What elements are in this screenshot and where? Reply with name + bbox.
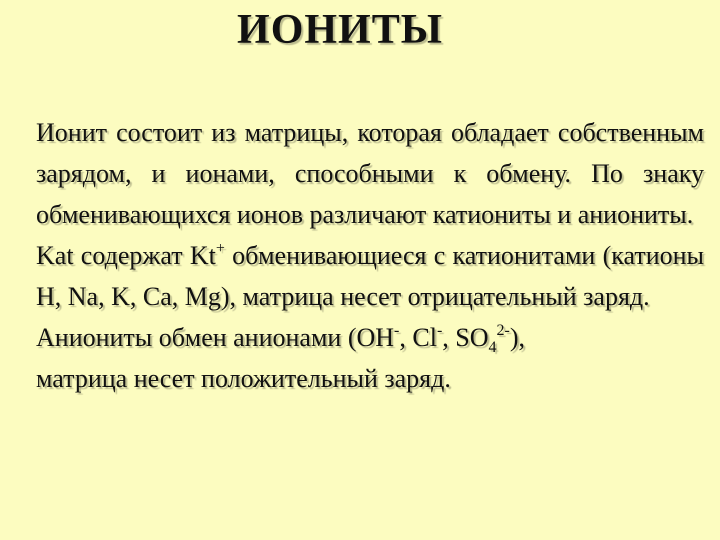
paragraph-ionite-definition: Ионит состоит из матрицы, которая обладает собственным зарядом, и ионами, способными к обмену. По знаку обменивающихся ионов различают катиониты и аниониты. — [36, 118, 704, 229]
paragraph3-text-2: , Cl — [399, 323, 437, 352]
paragraph3-text-4: ), — [509, 323, 526, 352]
paragraph3-text-1: Аниониты обмен анионами (OH — [36, 323, 395, 352]
paragraph3-sup-so4-charge: 2- — [496, 322, 510, 339]
slide-body — [36, 112, 704, 399]
paragraph2-superscript-plus: + — [215, 240, 225, 257]
paragraph-cation-exchangers — [36, 235, 704, 317]
paragraph3-sup-oh-charge: - — [394, 322, 400, 339]
paragraph3-text-3: , SO — [442, 323, 489, 352]
slide-title: ИОНИТЫ — [237, 7, 443, 53]
paragraph2-text-2: обменивающиеся с катионитами (катионы H, Na, K, Ca, Mg), матрица несет отрицательный заряд. — [36, 241, 704, 311]
paragraph-anion-exchangers — [36, 317, 704, 399]
paragraph3-sub-so4: 4 — [488, 339, 497, 356]
paragraph3-sup-cl-charge: - — [436, 322, 443, 339]
paragraph2-text-1: Kat содержат Kt — [36, 241, 216, 270]
paragraph3-text-5: матрица несет положительный заряд. — [36, 364, 451, 393]
